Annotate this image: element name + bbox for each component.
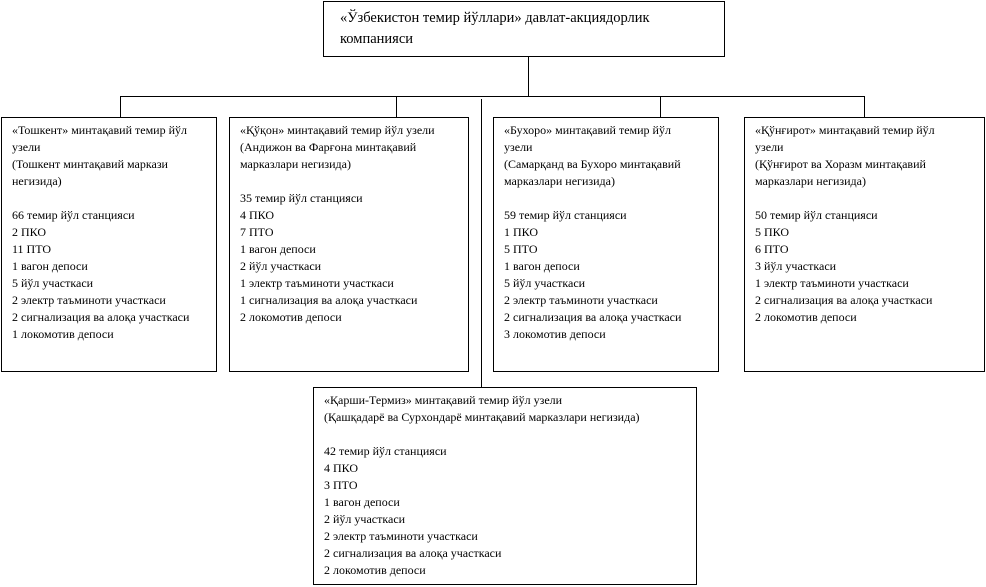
region-item: 1 вагон депоси (240, 242, 316, 256)
region-item: 2 локомотив депоси (240, 310, 342, 324)
branch-line-buxoro (660, 96, 661, 117)
region-title-line: (Тошкент минтақавий маркази (12, 157, 168, 171)
region-item: 1 электр таъминоти участкаси (755, 276, 909, 290)
branch-line-karshi (481, 99, 482, 387)
region-item: 2 электр таъминоти участкаси (504, 293, 658, 307)
region-box-qoqon (229, 117, 469, 372)
region-item: 2 сигнализация ва алоқа участкаси (755, 293, 933, 307)
region-item: 42 темир йўл станцияси (324, 444, 447, 458)
region-item: 5 ПТО (504, 242, 538, 256)
region-item: 2 ПКО (12, 225, 47, 239)
region-item: 6 ПТО (755, 242, 789, 256)
region-title-line: негизида) (12, 174, 62, 188)
region-item: 3 ПТО (324, 478, 358, 492)
region-item: 2 локомотив депоси (324, 563, 426, 577)
region-item: 2 сигнализация ва алоқа участкаси (504, 310, 682, 324)
branch-line-toshkent (120, 96, 121, 117)
region-title-line: «Қўқон» минтақавий темир йўл узели (240, 123, 435, 137)
region-box-karshi-termiz (313, 387, 697, 585)
region-item: 1 ПКО (504, 225, 539, 239)
region-item: 5 ПКО (755, 225, 790, 239)
root-title-line2: компанияси (340, 31, 414, 47)
region-title-line: «Қўнғирот» минтақавий темир йўл (755, 123, 935, 137)
region-item: 2 сигнализация ва алоқа участкаси (324, 546, 502, 560)
horizontal-bus-line (120, 96, 865, 97)
branch-line-qongirot (864, 96, 865, 117)
region-item: 5 йўл участкаси (504, 276, 586, 290)
region-title-line: (Қашқадарё ва Сурхондарё минтақавий марказлари негизида) (324, 410, 640, 424)
region-item: 4 ПКО (240, 208, 275, 222)
region-item: 1 вагон депоси (504, 259, 580, 273)
region-item: 3 йўл участкаси (755, 259, 837, 273)
region-item: 66 темир йўл станцияси (12, 208, 135, 222)
region-item: 7 ПТО (240, 225, 274, 239)
region-item: 2 локомотив депоси (755, 310, 857, 324)
region-title-line: «Тошкент» минтақавий темир йўл (12, 123, 188, 137)
region-box-toshkent (1, 117, 217, 372)
region-box-buxoro (493, 117, 719, 372)
region-box-qongirot (744, 117, 985, 372)
region-title-line: (Қўнғирот ва Хоразм минтақавий (755, 157, 926, 171)
region-item: 1 вагон депоси (12, 259, 88, 273)
region-item: 2 йўл участкаси (324, 512, 406, 526)
region-item: 1 локомотив депоси (12, 327, 114, 341)
region-item: 11 ПТО (12, 242, 52, 256)
region-item: 2 сигнализация ва алоқа участкаси (12, 310, 190, 324)
region-title-line: марказлари негизида) (755, 174, 866, 188)
region-item: 50 темир йўл станцияси (755, 208, 878, 222)
region-title-line: узели (12, 140, 41, 154)
region-title-line: узели (755, 140, 784, 154)
region-title-line: (Самарқанд ва Бухоро минтақавий (504, 157, 681, 171)
region-title-line: (Андижон ва Фарғона минтақавий (240, 140, 417, 154)
region-item: 1 сигнализация ва алоқа участкаси (240, 293, 418, 307)
region-item: 3 локомотив депоси (504, 327, 606, 341)
region-item: 4 ПКО (324, 461, 359, 475)
region-title-line: узели (504, 140, 533, 154)
region-item: 35 темир йўл станцияси (240, 191, 363, 205)
region-item: 2 йўл участкаси (240, 259, 322, 273)
region-title-line: «Бухоро» минтақавий темир йўл (504, 123, 671, 137)
root-title-line1: «Ўзбекистон темир йўллари» давлат-акциядорлик (340, 10, 650, 26)
region-item: 2 электр таъминоти участкаси (324, 529, 478, 543)
region-item: 5 йўл участкаси (12, 276, 94, 290)
root-stem-line (528, 57, 529, 97)
region-title-line: марказлари негизида) (240, 157, 351, 171)
region-title-line: «Қарши-Термиз» минтақавий темир йўл узели (324, 393, 563, 407)
region-item: 1 электр таъминоти участкаси (240, 276, 394, 290)
region-item: 2 электр таъминоти участкаси (12, 293, 166, 307)
root-company-box (323, 1, 725, 57)
region-title-line: марказлари негизида) (504, 174, 615, 188)
region-item: 1 вагон депоси (324, 495, 400, 509)
region-item: 59 темир йўл станцияси (504, 208, 627, 222)
branch-line-qoqon (396, 96, 397, 117)
